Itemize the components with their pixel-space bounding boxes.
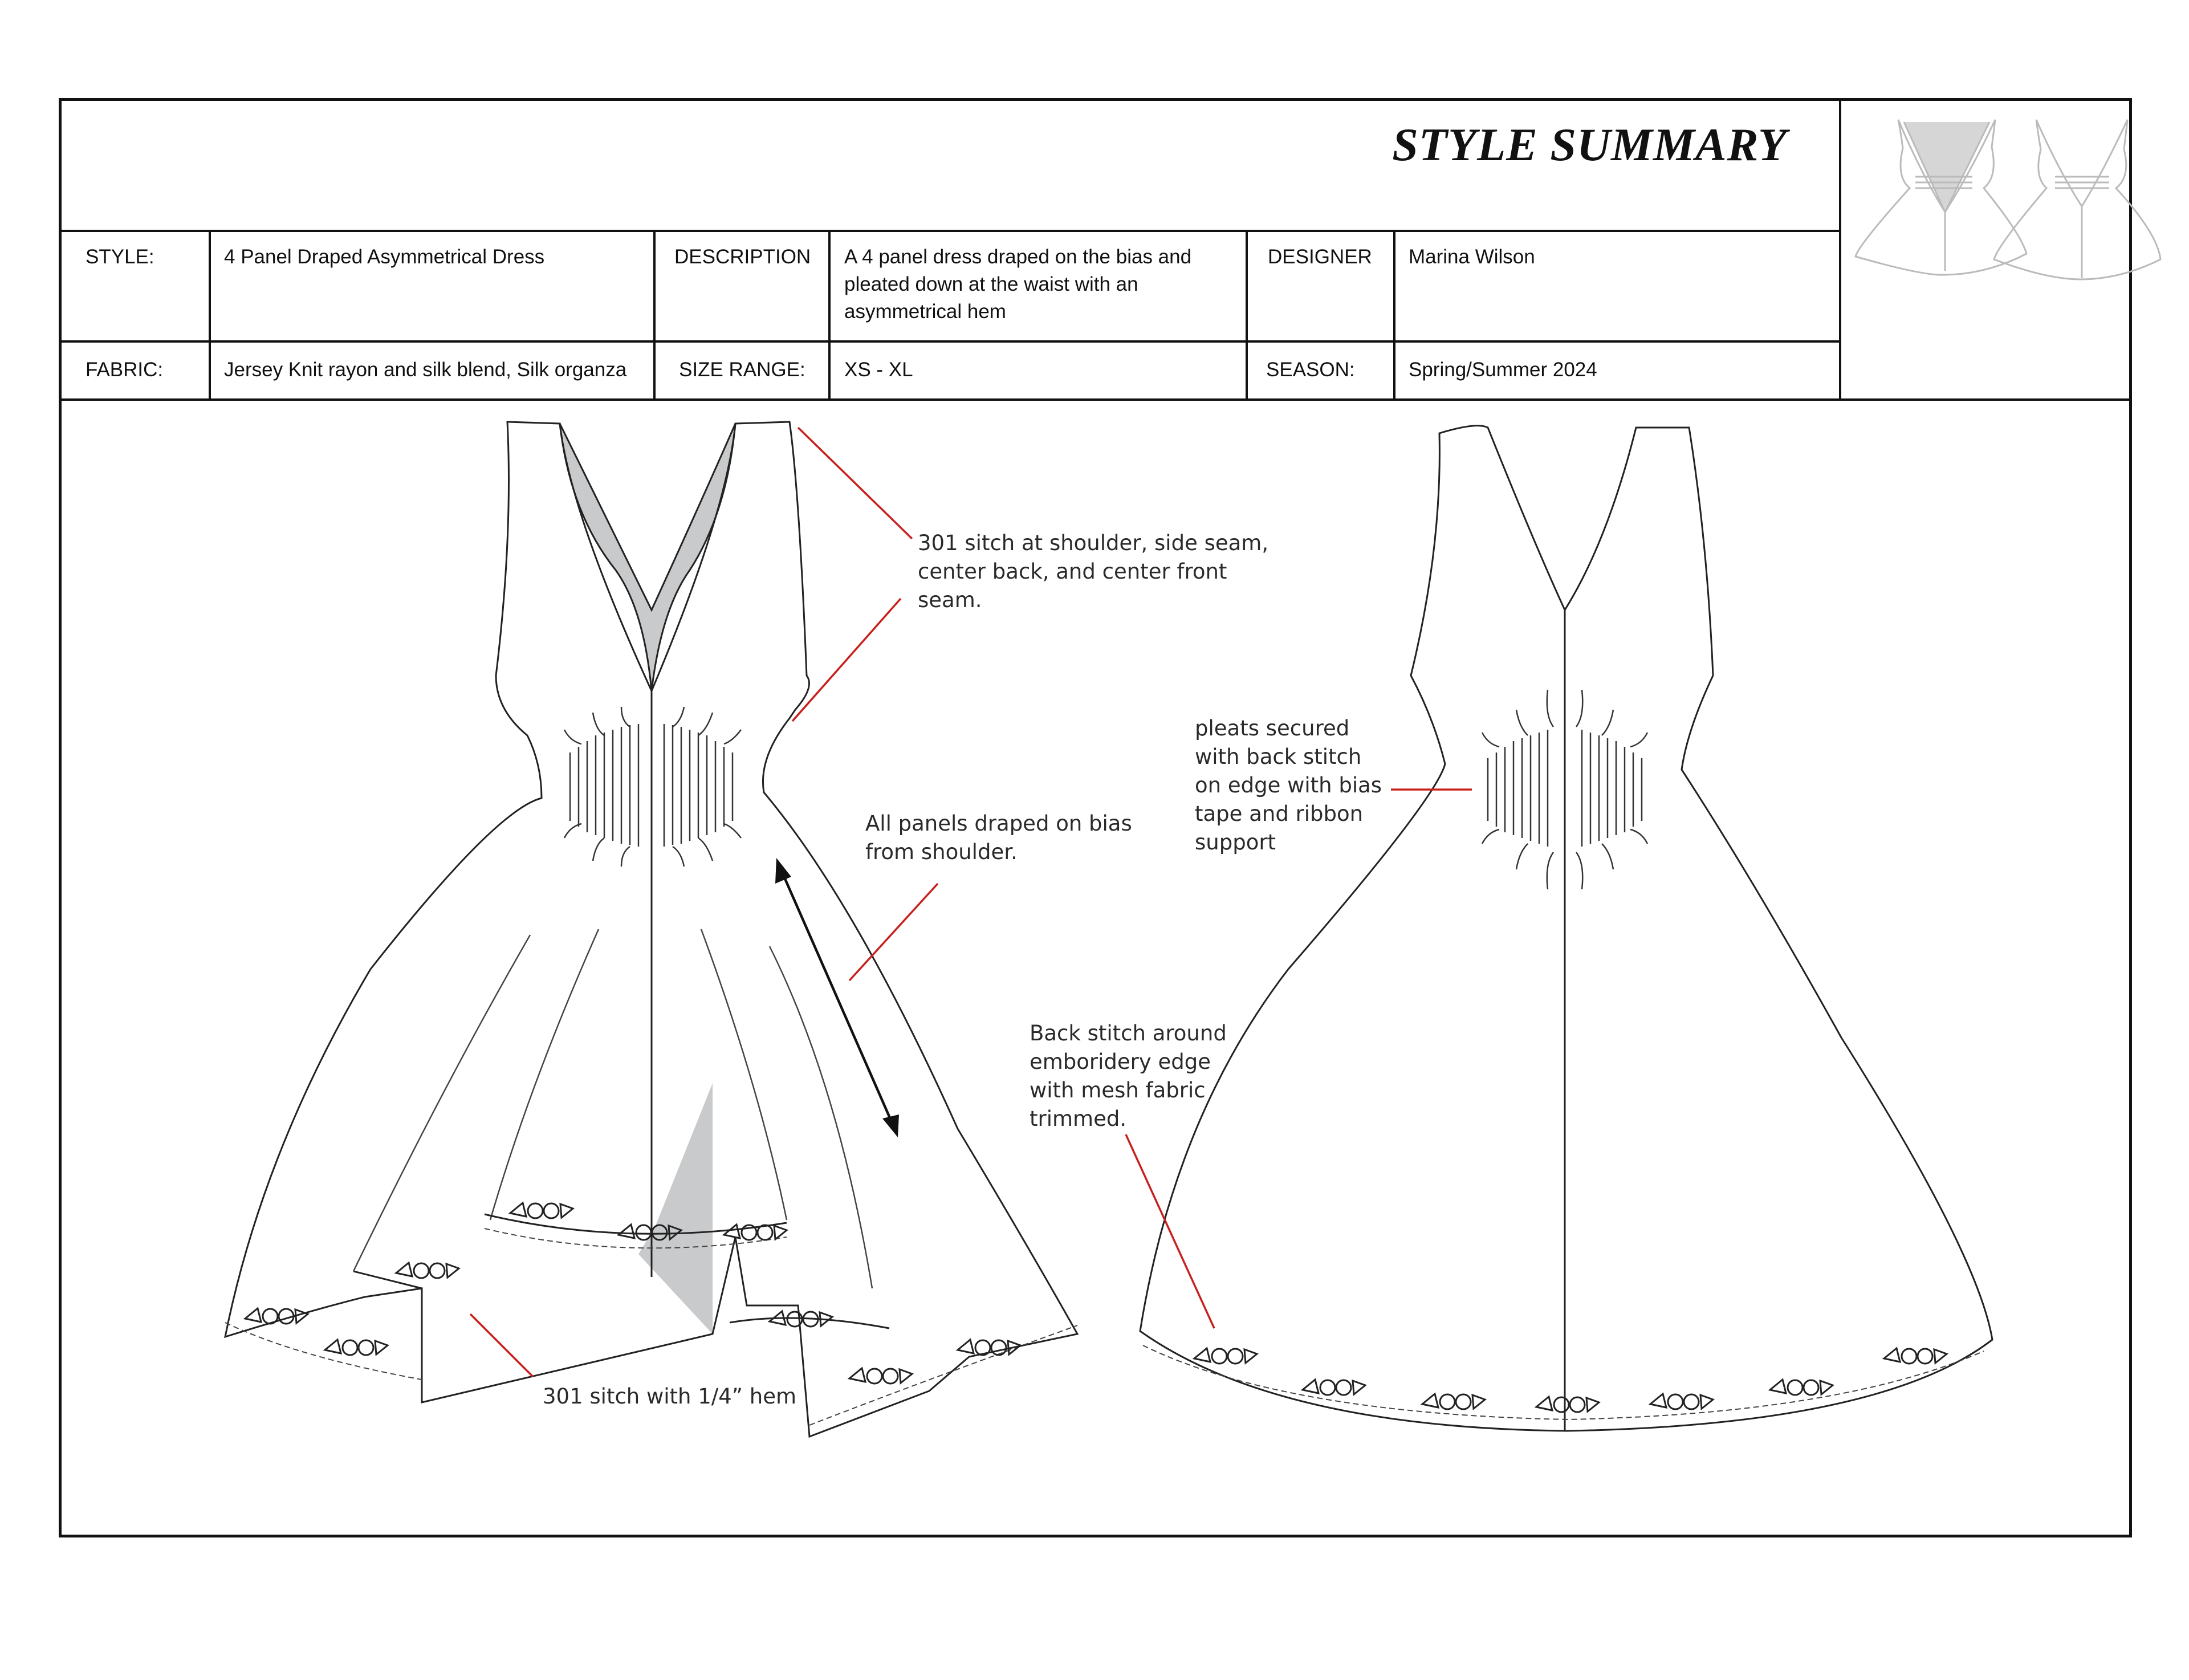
designer-value: Marina Wilson: [1409, 246, 1535, 268]
callout-line: Back stitch around: [1030, 1021, 1227, 1046]
callout-line: tape and ribbon: [1195, 802, 1364, 826]
callout-embroidery: [1030, 1019, 1227, 1133]
fabric-label: FABRIC:: [86, 359, 164, 381]
fabric-value: Jersey Knit rayon and silk blend, Silk organza: [224, 359, 627, 381]
description-line: asymmetrical hem: [844, 300, 1006, 323]
callout-line: with mesh fabric: [1030, 1078, 1206, 1103]
style-value: 4 Panel Draped Asymmetrical Dress: [224, 246, 545, 268]
size-range-label: SIZE RANGE:: [679, 359, 805, 381]
description-label: DESCRIPTION: [674, 246, 811, 268]
season-label: SEASON:: [1266, 359, 1355, 381]
callout-line: with back stitch: [1195, 745, 1362, 769]
thumbnail-front: [1856, 120, 2027, 275]
callout-pleats: [1195, 714, 1382, 857]
page-title: STYLE SUMMARY: [1392, 119, 1787, 170]
callout-bias: [865, 810, 1132, 867]
callout-line: from shoulder.: [865, 840, 1018, 864]
callout-hem: 301 sitch with 1/4” hem: [543, 1384, 796, 1409]
callout-line: center back, and center front: [918, 559, 1227, 584]
callout-line: emboridery edge: [1030, 1050, 1211, 1074]
style-label: STYLE:: [86, 246, 154, 268]
description-line: pleated down at the waist with an: [844, 273, 1138, 295]
bias-grain-arrow: [775, 858, 899, 1137]
callout-line: 301 sitch at shoulder, side seam,: [918, 531, 1269, 555]
designer-label: DESIGNER: [1268, 246, 1372, 268]
callout-line: seam.: [918, 588, 982, 612]
callout-line: pleats secured: [1195, 716, 1350, 741]
waist-pleats: [564, 707, 741, 867]
lining-underlay: [638, 1083, 713, 1334]
thumbnail-back: [1994, 120, 2160, 279]
callout-line: on edge with bias: [1195, 773, 1382, 798]
description-line: A 4 panel dress draped on the bias and: [844, 246, 1192, 268]
callout-seam-stitch: [918, 529, 1268, 615]
callout-line: All panels draped on bias: [865, 811, 1132, 836]
size-range-value: XS - XL: [844, 359, 913, 381]
callout-line: trimmed.: [1030, 1107, 1127, 1131]
callout-line: support: [1195, 830, 1276, 855]
neckline-lining: [560, 424, 735, 691]
season-value: Spring/Summer 2024: [1409, 359, 1597, 381]
